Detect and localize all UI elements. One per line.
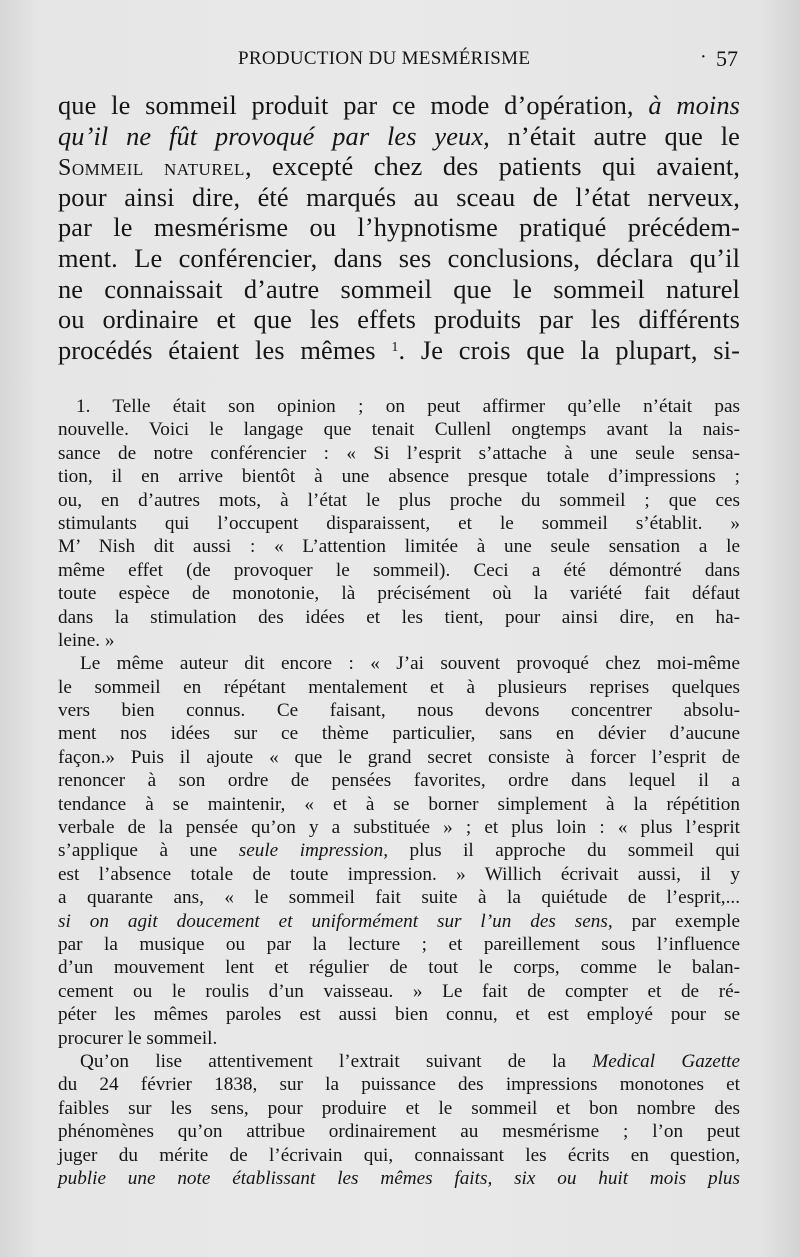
footnote-block [58,395,740,1190]
main-line: qu’il ne fût provoqué par les yeux, n’était autre que le [58,120,740,151]
main-line: ne connaissait d’autre sommeil que le sommeil naturel [58,273,740,304]
footnote-line: s’applique à une seule impression, plus il approche du sommeil qui [58,840,740,862]
footnote-line: par la musique ou par la lecture ; et pareillement sous l’influence [58,933,740,955]
footnote-line: est l’absence totale de toute impression. » Willich écrivait aussi, il y [58,863,740,885]
footnote-line: du 24 février 1838, sur la puissance des impressions monotones et [58,1074,740,1096]
page-number: 57 [716,46,738,71]
footnote-marker: 1 [391,339,399,355]
main-line: Sommeil naturel, excepté chez des patients qui avaient, [58,151,741,182]
footnote-line: vers bien connus. Ce faisant, nous devons concentrer absolu- [58,700,740,722]
main-line: ou ordinaire et que les effets produits par les différents [58,304,740,335]
footnote-line: nouvelle. Voici le langage que tenait Cullenl ongtemps avant la nais- [58,419,740,441]
footnote-line: faibles sur les sens, pour produire et le sommeil et bon nombre des [58,1097,740,1119]
footnote-line: sance de notre conférencier : « Si l’esprit s’attache à une seule sensa- [58,442,740,464]
footnote-line: ment nos idées sur ce thème particulier, sans en dévier d’aucune [58,723,740,745]
main-line: que le sommeil produit par ce mode d’opération, à moins [58,90,740,120]
journal-title: Medical Gazette [592,1050,740,1072]
footnote-line: leine. » [58,629,115,651]
footnote-line: même effet (de provoquer le sommeil). Ceci a été démontré dans [58,559,740,581]
footnote-line: dans la stimulation des idées et les tient, pour ainsi dire, en ha- [58,606,740,628]
page-header [58,48,738,74]
main-line: par le mesmérisme ou l’hypnotisme pratiqué précédem- [58,212,740,243]
main-text [58,90,740,365]
footnote-line: verbale de la pensée qu’on y a substituée » ; et plus loin : « plus l’esprit [58,817,740,839]
footnote-line: cement ou le roulis d’un vaisseau. » Le fait de compter et de ré- [58,980,740,1002]
footnote-line: phénomènes qu’on attribue ordinairement au mesmérisme ; l’on peut [58,1121,740,1143]
footnote-line: 1. Telle était son opinion ; on peut affirmer qu’elle n’était pas [76,396,740,417]
footnote-line: tendance à se maintenir, « et à se borner simplement à la répétition [58,793,740,815]
main-line: procédés étaient les mêmes $^1$. Je crois que la plupart, si- [58,334,740,365]
running-head: PRODUCTION DU MESMÉRISME [238,48,531,69]
footnote-line: façon.» Puis il ajoute « que le grand secret consiste à forcer l’esprit de [58,746,740,768]
footnote-line: si on agit doucement et uniformément sur l’un des sens, par exemple [58,910,740,932]
footnote-line: le sommeil en répétant mentalement et à plusieurs reprises quelques [58,676,740,698]
footnote-line: renoncer à son ordre de pensées favorites, ordre dans lequel il a [58,770,740,792]
footnote-line: Le même auteur dit encore : « J’ai souvent provoqué chez moi-même [80,653,740,675]
footnote-line: juger du mérite de l’écrivain qui, connaissant les écrits en question, [58,1144,740,1166]
footnote-line: Qu’on lise attentivement l’extrait suivant de la Medical Gazette [80,1050,740,1072]
footnote-line: péter les mêmes paroles est aussi bien connu, et est employé pour se [58,1004,740,1026]
footnote-line: publie une note établissant les mêmes faits, six ou huit mois plus [58,1167,740,1189]
footnote-line: toute espèce de monotonie, là précisément où la variété fait défaut [58,583,740,605]
footnote-line: M’ Nish dit aussi : « L’attention limitée à une seule sensation a le [58,536,740,558]
header-dot: · [700,46,707,68]
footnote-line: d’un mouvement lent et régulier de tout le corps, comme le balan- [58,957,740,979]
main-line: pour ainsi dire, été marqués au sceau de l’état nerveux, [58,181,740,212]
main-line: ment. Le conférencier, dans ses conclusions, déclara qu’il [58,242,740,273]
footnote-line: ou, en d’autres mots, à l’état le plus proche du sommeil ; que ces [58,489,740,511]
small-caps-term: Sommeil naturel [58,155,245,182]
footnote-line: procurer le sommeil. [58,1027,218,1049]
footnote-line: stimulants qui l’occupent disparaissent, et le sommeil s’établit. » [58,512,740,534]
footnote-line: a quarante ans, « le sommeil fait suite à la quiétude de l’esprit,... [58,887,740,909]
footnote-line: tion, il en arrive bientôt à une absence presque totale d’impressions ; [58,466,740,488]
